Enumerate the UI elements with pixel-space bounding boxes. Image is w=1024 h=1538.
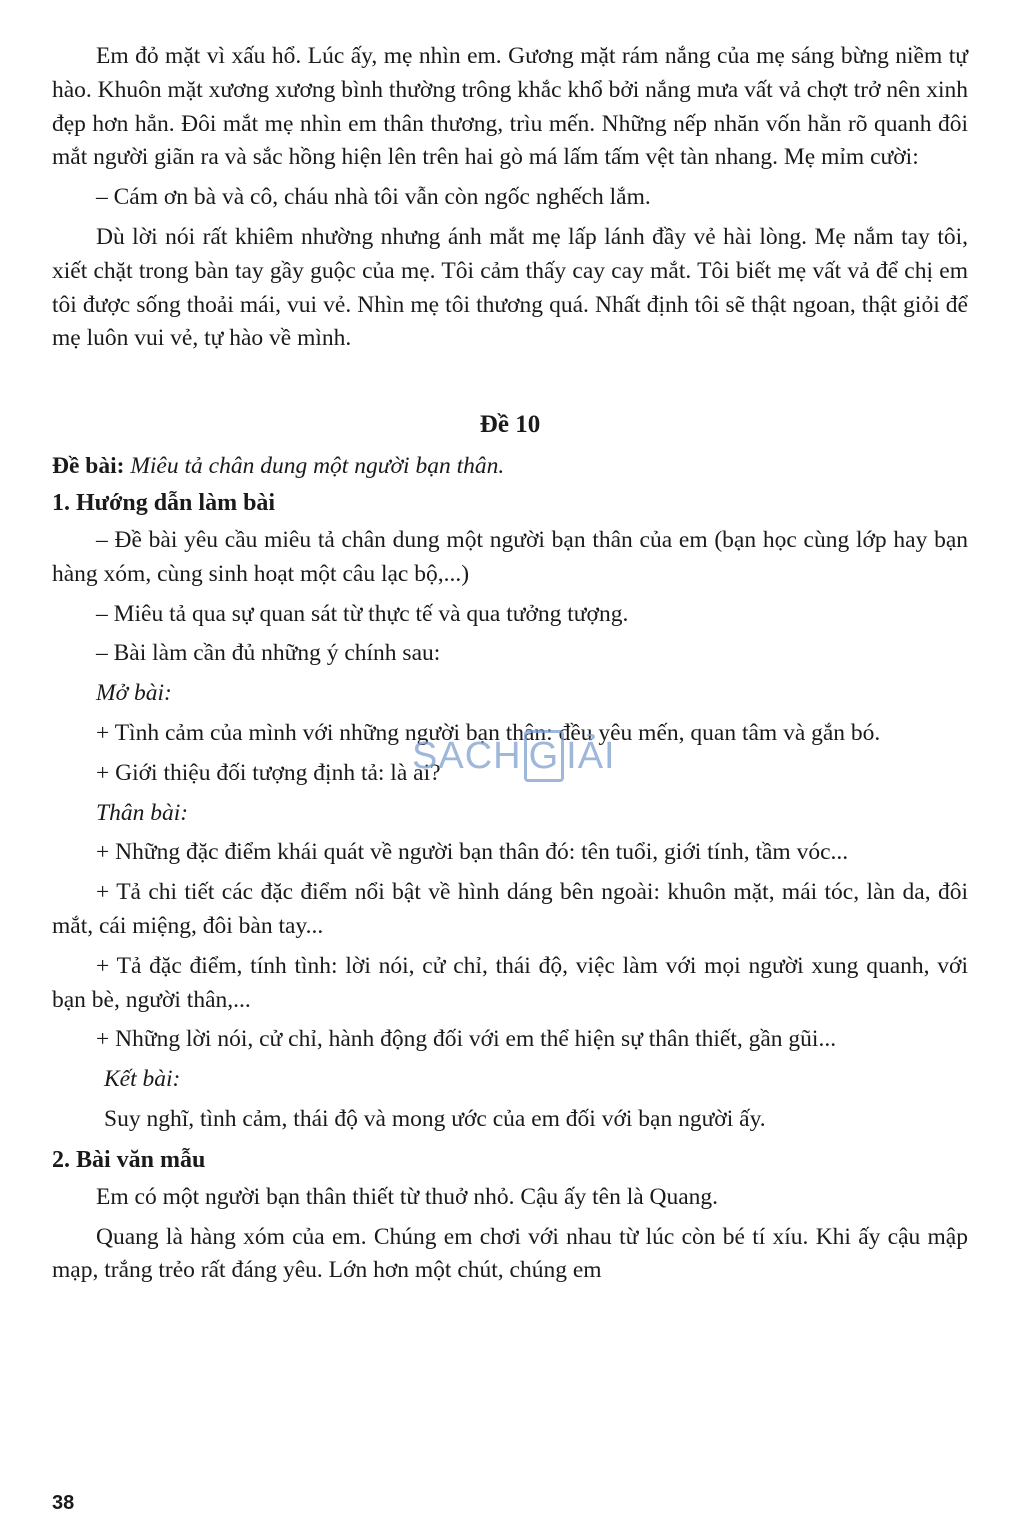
guidance-2: – Miêu tả qua sự quan sát từ thực tế và qua tưởng tượng. — [96, 600, 629, 627]
intro-dialogue: – Cám ơn bà và cô, cháu nhà tôi vẫn còn ngốc nghếch lắm. — [96, 184, 651, 211]
ket-bai-item-1: Suy nghĩ, tình cảm, thái độ và mong ước của em đối với bạn người ấy. — [104, 1105, 766, 1132]
guidance-3: – Bài làm cần đủ những ý chính sau: — [96, 640, 441, 667]
heading-guidance: 1. Hướng dẫn làm bài — [52, 489, 276, 516]
essay-paragraph-2: Quang là hàng xóm của em. Chúng em chơi với nhau từ lúc còn bé tí xíu. Khi ấy cậu mập mạp, trắng trẻo rất đáng yêu. Lớn hơn một chút, chúng em — [52, 1223, 968, 1284]
heading-sample-essay: 2. Bài văn mẫu — [52, 1146, 206, 1173]
than-bai-item-3: + Tả đặc điểm, tính tình: lời nói, cử chỉ, thái độ, việc làm với mọi người xung quanh, với bạn bè, người thân,... — [52, 952, 968, 1013]
prompt-text: Miêu tả chân dung một người bạn thân. — [130, 453, 505, 480]
than-bai-item-4: + Những lời nói, cử chỉ, hành động đối với em thể hiện sự thân thiết, gần gũi... — [96, 1026, 837, 1053]
label-ket-bai: Kết bài: — [104, 1066, 181, 1093]
intro-paragraph-3: Dù lời nói rất khiêm nhường nhưng ánh mắt mẹ lấp lánh đầy vẻ hài lòng. Mẹ nắm tay tôi, xiết chặt trong bàn tay gầy guộc của mẹ. Tôi cảm thấy cay cay mắt. Tôi biết mẹ vất vả để chị em tôi được sống thoải mái, vui vẻ. Nhìn mẹ tôi thương quá. Nhất định tôi sẽ thật ngoan, thật giỏi để mẹ luôn vui vẻ, tự hào về mình. — [52, 223, 968, 352]
than-bai-item-1: + Những đặc điểm khái quát về người bạn thân đó: tên tuổi, giới tính, tầm vóc... — [96, 839, 849, 866]
mo-bai-item-1: + Tình cảm của mình với những người bạn thân: đều yêu mến, quan tâm và gắn bó. — [96, 719, 881, 746]
label-than-bai: Thân bài: — [96, 799, 189, 826]
essay-paragraph-1: Em có một người bạn thân thiết từ thuở nhỏ. Cậu ấy tên là Quang. — [96, 1183, 719, 1210]
page-content — [52, 40, 968, 1294]
intro-paragraph-1: Em đỏ mặt vì xấu hổ. Lúc ấy, mẹ nhìn em. Gương mặt rám nắng của mẹ sáng bừng niềm tự hào. Khuôn mặt xương xương bình thường trông khắc khổ bởi nắng mưa vất vả chợt trở nên xinh đẹp hơn hẳn. Đôi mắt mẹ nhìn em thân thương, trìu mến. Những nếp nhăn vốn hằn rõ quanh đôi mắt người giãn ra và sắc hồng hiện lên trên hai gò má lấm tấm vệt tàn nhang. Mẹ mỉm cười: — [52, 43, 968, 171]
label-mo-bai: Mở bài: — [96, 680, 172, 707]
prompt-label: Đề bài: — [52, 453, 125, 480]
assignment-prompt — [52, 450, 968, 484]
than-bai-item-2: + Tả chi tiết các đặc điểm nổi bật về hình dáng bên ngoài: khuôn mặt, mái tóc, làn da, đôi mắt, cái miệng, đôi bàn tay... — [52, 879, 968, 939]
guidance-1: – Đề bài yêu cầu miêu tả chân dung một người bạn thân của em (bạn học cùng lớp hay bạn hàng xóm, cùng sinh hoạt một câu lạc bộ,...) — [52, 526, 968, 587]
mo-bai-item-2: + Giới thiệu đối tượng định tả: là ai? — [96, 759, 441, 786]
page-number: 38 — [52, 1492, 75, 1514]
section-title: Đề 10 — [479, 411, 541, 439]
watermark-text: SACH G IẢI — [412, 735, 616, 777]
